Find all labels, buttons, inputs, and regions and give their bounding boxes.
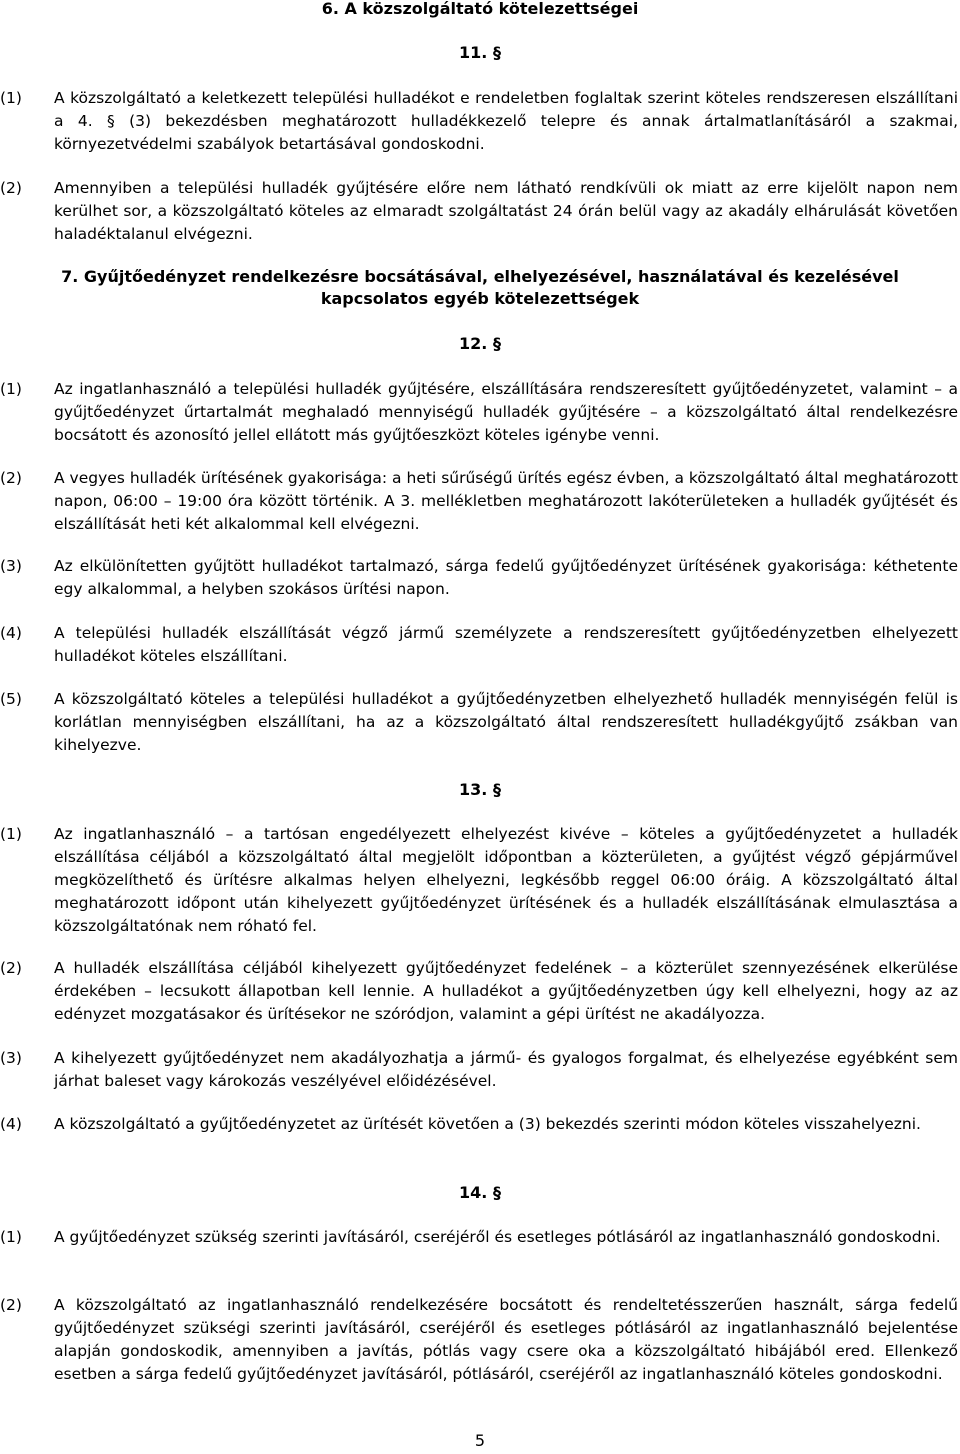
chapter-7-title [0,266,960,310]
section-12-number: 12. § [459,334,501,353]
para-number: (3) [0,557,22,575]
para-number: (1) [0,825,22,843]
s13-para-4 [0,1113,960,1136]
section-11-number: 11. § [459,43,501,62]
chapter-7-line-1: 7. Gyűjtőedényzet rendelkezésre bocsátásával, elhelyezésével, használatával és kezelésével [61,267,899,286]
para-text: A vegyes hulladék ürítésének gyakorisága: a heti sűrűségű ürítés egész évben, a közszolgáltató által meghatározott napon, 06:00 – 19:00 óra között történik. A 3. mellékletben meghatározott lakóterületeken a hulladék gyűjtését és elszállítását heti két alkalommal kell elvégezni. [54,469,958,533]
para-text: A közszolgáltató a keletkezett települési hulladékot e rendeletben foglaltak szerint köteles rendszeresen elszállítani a 4. § (3) bekezdésben meghatározott hulladékkezelő telepre és annak ártalmatlanításáról a szakmai, környezetvédelmi szabályok betartásával gondoskodni. [54,89,958,153]
para-number: (3) [0,1049,22,1067]
para-text: A közszolgáltató köteles a települési hulladékot a gyűjtőedényzetben elhelyezhető hulladék mennyiségén felül is korlátlan mennyiségben elszállítani, ha az a közszolgáltató által rendszeresített hulladékgyűjtő zsákban van kihelyezve. [54,690,958,754]
s12-para-1 [0,378,960,447]
para-text: A hulladék elszállítása céljából kihelyezett gyűjtőedényzet fedelének – a közterület szennyezésének elkerülése érdekében – lecsukott állapotban kell lennie. A hulladékot a gyűjtőedényzetben úgy kell elhelyezni, hogy az az edényzet mozgatásakor és ürítésekor ne szóródjon, valamint a gépi ürítést ne akadályozza. [54,959,958,1023]
s13-para-3 [0,1047,960,1093]
para-text: A közszolgáltató az ingatlanhasználó rendelkezésére bocsátott és rendeltetésszerűen használt, sárga fedelű gyűjtőedényzet szükségi szerinti javításáról, cseréjéről és esetleges pótlásáról az ingatlanhasználó bejelentése alapján gondoskodik, amennyiben a javítás, pótlás vagy csere oka a közszolgáltató hibájából ered. Ellenkező esetben a sárga fedelű gyűjtőedényzet javításáról, pótlásáról, cseréjéről az ingatlanhasználó köteles gondoskodni. [54,1296,958,1383]
s12-para-3 [0,555,960,601]
para-text: A közszolgáltató a gyűjtőedényzetet az ürítését követően a (3) bekezdés szerinti módon köteles visszahelyezni. [54,1115,921,1133]
s14-para-2 [0,1294,960,1386]
s13-para-2 [0,957,960,1026]
para-text: Az elkülönítetten gyűjtött hulladékot tartalmazó, sárga fedelű gyűjtőedényzet ürítésének gyakorisága: kéthetente egy alkalommal, a helyben szokásos ürítési napon. [54,557,958,598]
para-number: (5) [0,690,22,708]
page-number: 5 [474,1431,486,1450]
section-14-number: 14. § [459,1183,501,1202]
para-text: A gyűjtőedényzet szükség szerinti javításáról, cseréjéről és esetleges pótlásáról az ingatlanhasználó gondoskodni. [54,1228,941,1246]
s11-para-2 [0,177,960,246]
para-number: (1) [0,1228,22,1246]
para-text: Amennyiben a települési hulladék gyűjtésére előre nem látható rendkívüli ok miatt az erre kijelölt napon nem kerülhet sor, a közszolgáltató köteles az elmaradt szolgáltatást 24 órán belül vagy az akadály elhárulását követően haladéktalanul elvégezni. [54,179,958,243]
para-number: (2) [0,469,22,487]
para-number: (2) [0,959,22,977]
para-number: (2) [0,1296,22,1314]
s13-para-1 [0,823,960,938]
s12-para-2 [0,467,960,536]
para-text: Az ingatlanhasználó a települési hulladék gyűjtésére, elszállítására rendszeresített gyűjtőedényzetet, valamint – a gyűjtőedényzet űrtartalmát meghaladó mennyiségű hulladék gyűjtésére – a közszolgáltató által rendelkezésre bocsátott és azonosító jellel ellátott más gyűjtőeszközt köteles igénybe venni. [54,380,958,444]
s12-para-4 [0,622,960,668]
para-text: Az ingatlanhasználó – a tartósan engedélyezett elhelyezést kivéve – köteles a gyűjtőedényzetet a hulladék elszállítása céljából a közszolgáltató által megjelölt időpontban a közterületen, a gyűjtést végző gépjárművel megközelíthető és ürítésre alkalmas helyen elhelyezni, legkésőbb reggel 06:00 óráig. A közszolgáltató által meghatározott időpont után kihelyezett gyűjtőedényzet ürítésének és a hulladék elszállításának elmulasztása a közszolgáltatónak nem róható fel. [54,825,958,935]
s14-para-1 [0,1226,960,1249]
para-number: (4) [0,1115,22,1133]
chapter-6-title: 6. A közszolgáltató kötelezettségei [321,0,639,18]
para-number: (1) [0,89,22,107]
para-number: (1) [0,380,22,398]
para-text: A települési hulladék elszállítását végző jármű személyzete a rendszeresített gyűjtőedényzetben elhelyezett hulladékot köteles elszállítani. [54,624,958,665]
para-number: (4) [0,624,22,642]
para-number: (2) [0,179,22,197]
s11-para-1 [0,87,960,156]
s12-para-5 [0,688,960,757]
chapter-7-line-2: kapcsolatos egyéb kötelezettségek [320,289,640,308]
section-13-number: 13. § [459,780,501,799]
para-text: A kihelyezett gyűjtőedényzet nem akadályozhatja a jármű- és gyalogos forgalmat, és elhelyezése egyébként sem járhat baleset vagy károkozás veszélyével előidézésével. [54,1049,958,1090]
